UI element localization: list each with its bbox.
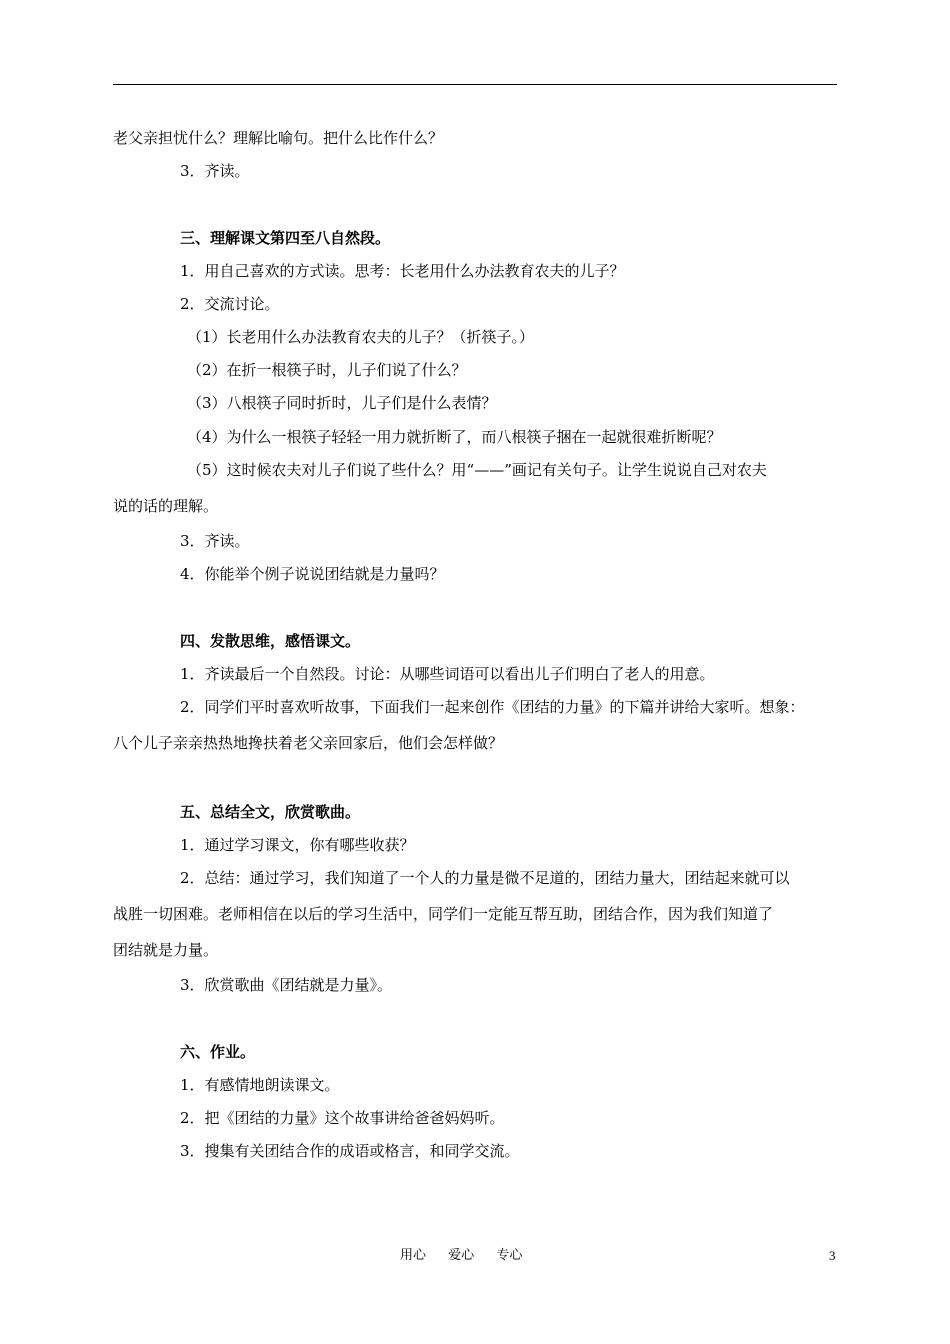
text-line: 2．同学们平时喜欢听故事，下面我们一起来创作《团结的力量》的下篇并讲给大家听。想象： [180, 698, 805, 716]
text-line: 战胜一切困难。老师相信在以后的学习生活中，同学们一定能互帮互助，团结合作，因为我们知道了 [113, 905, 774, 923]
text-line: 老父亲担忧什么？理解比喻句。把什么比作什么？ [113, 129, 444, 147]
footer-motto [400, 1247, 540, 1265]
section-heading: 三、理解课文第四至八自然段。 [180, 229, 391, 247]
text-line: 3．搜集有关团结合作的成语或格言，和同学交流。 [180, 1142, 520, 1160]
text-line: 3．齐读。 [180, 162, 250, 180]
footer-motto-item: 爱心 [448, 1248, 475, 1263]
text-line: 3．齐读。 [180, 532, 250, 550]
text-line: 1．齐读最后一个自然段。讨论：从哪些词语可以看出儿子们明白了老人的用意。 [180, 665, 715, 683]
text-line: 2．交流讨论。 [180, 295, 280, 313]
text-line: 团结就是力量。 [113, 941, 219, 959]
section-heading: 四、发散思维，感悟课文。 [180, 632, 361, 650]
text-line: （4）为什么一根筷子轻轻一用力就折断了，而八根筷子捆在一起就很难折断呢？ [187, 428, 722, 446]
text-line: 2．把《团结的力量》这个故事讲给爸爸妈妈听。 [180, 1109, 505, 1127]
page-number: 3 [829, 1248, 836, 1263]
text-line: 2．总结：通过学习，我们知道了一个人的力量是微不足道的，团结力量大，团结起来就可以 [180, 869, 790, 887]
text-line: 1．有感情地朗读课文。 [180, 1076, 340, 1094]
section-heading: 五、总结全文，欣赏歌曲。 [180, 803, 361, 821]
footer-motto-item: 用心 [400, 1248, 427, 1263]
text-line: （3）八根筷子同时折时，儿子们是什么表情？ [187, 394, 497, 412]
text-line: 说的话的理解。 [113, 497, 219, 515]
text-line: 1．通过学习课文，你有哪些收获？ [180, 836, 415, 854]
text-line: 八个儿子亲亲热热地搀扶着老父亲回家后，他们会怎样做？ [113, 734, 504, 752]
text-line: （1）长老用什么办法教育农夫的儿子？（折筷子。） [187, 328, 535, 346]
text-line: （5）这时候农夫对儿子们说了些什么？用“——”画记有关句子。让学生说说自己对农夫 [187, 461, 767, 479]
text-line: 1．用自己喜欢的方式读。思考：长老用什么办法教育农夫的儿子？ [180, 262, 625, 280]
header-rule [113, 84, 837, 85]
text-line: 3．欣赏歌曲《团结就是力量》。 [180, 976, 393, 994]
text-line: （2）在折一根筷子时，儿子们说了什么？ [187, 361, 467, 379]
section-heading: 六、作业。 [180, 1043, 256, 1061]
footer-motto-item: 专心 [496, 1248, 523, 1263]
text-line: 4．你能举个例子说说团结就是力量吗？ [180, 565, 445, 583]
